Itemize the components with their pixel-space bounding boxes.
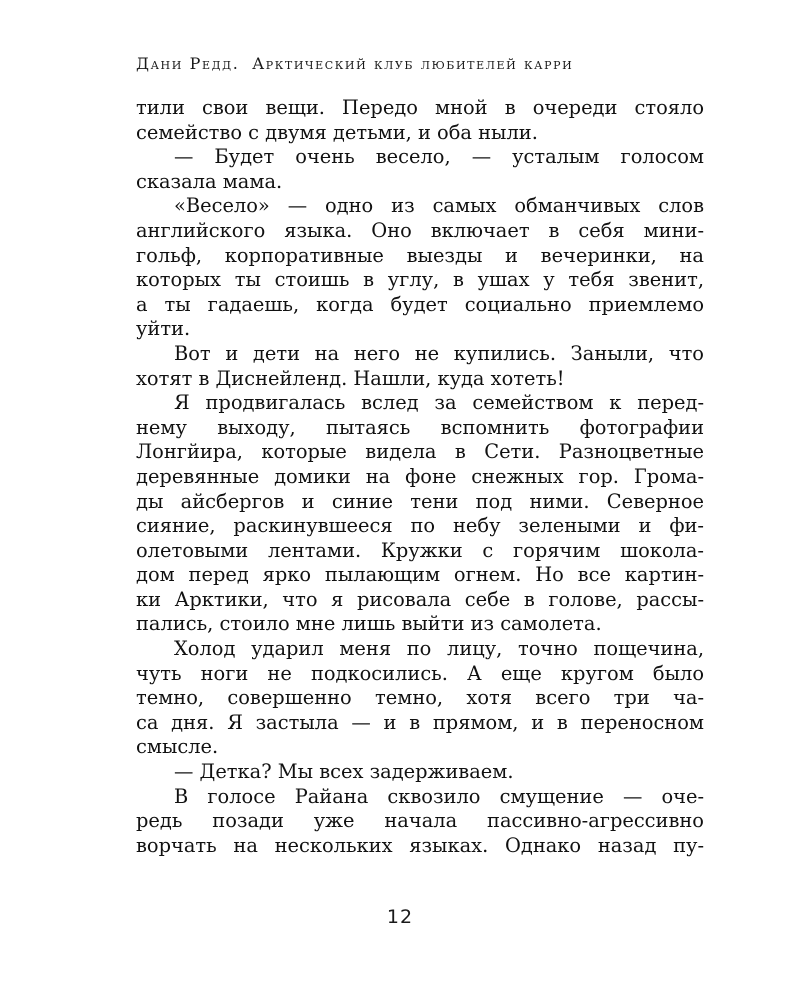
text-line: смысле. (136, 735, 219, 759)
text-line: Я продвигалась вслед за семейством к перед- (174, 391, 704, 415)
text-line: дом перед ярко пылающим огнем. Но все картин- (136, 563, 704, 587)
text-line: ки Арктики, что я рисовала себе в голове, рассы- (136, 587, 704, 611)
text-line: английского языка. Оно включает в себя мини- (136, 218, 704, 242)
running-header (136, 54, 716, 73)
text-line: гольф, корпоративные выезды и вечеринки, на (136, 243, 704, 267)
text-line: пались, стоило мне лишь выйти из самолета. (136, 612, 602, 636)
body-text (136, 96, 704, 858)
text-line: — Будет очень весело, — усталым голосом (174, 145, 704, 169)
text-line: редь позади уже начала пассивно-агрессивно (136, 809, 704, 833)
text-line: хотят в Диснейленд. Нашли, куда хотеть! (136, 366, 565, 390)
text-line: Холод ударил меня по лицу, точно пощечина, (174, 637, 704, 661)
header-book-title: Арктический клуб любителей карри (252, 54, 574, 73)
text-line: чуть ноги не подкосились. А еще кругом было (136, 661, 704, 685)
text-line: В голосе Райана сквозило смущение — оче- (174, 784, 704, 808)
text-line: Лонгйира, которые видела в Сети. Разноцветные (136, 440, 704, 464)
text-line: которых ты стоишь в углу, в ушах у тебя звенит, (136, 268, 704, 292)
text-line: сияние, раскинувшееся по небу зелеными и фи- (136, 514, 704, 538)
text-line: олетовыми лентами. Кружки с горячим шокола- (136, 538, 704, 562)
text-line: — Детка? Мы всех задерживаем. (174, 760, 514, 784)
text-line: тили свои вещи. Передо мной в очереди стояло (136, 96, 704, 119)
text-line: а ты гадаешь, когда будет социально приемлемо (136, 292, 704, 316)
text-line: ворчать на нескольких языках. Однако назад пу- (136, 833, 704, 857)
text-line: семейство с двумя детьми, и оба ныли. (136, 120, 538, 144)
header-author: Дани Редд. (136, 54, 240, 73)
text-line: ды айсбергов и синие тени под ними. Северное (136, 489, 704, 513)
text-line: уйти. (136, 317, 191, 341)
text-line: нему выходу, пытаясь вспомнить фотографии (136, 415, 704, 439)
text-line: сказала мама. (136, 169, 283, 193)
page-number: 12 (386, 906, 414, 928)
text-line: са дня. Я застыла — и в прямом, и в переносном (136, 710, 704, 734)
text-line: «Весело» — одно из самых обманчивых слов (174, 194, 704, 218)
text-line: Вот и дети на него не купились. Заныли, что (174, 341, 704, 365)
text-line: деревянные домики на фоне снежных гор. Грома- (136, 464, 704, 488)
text-line: темно, совершенно темно, хотя всего три ча- (136, 686, 704, 710)
